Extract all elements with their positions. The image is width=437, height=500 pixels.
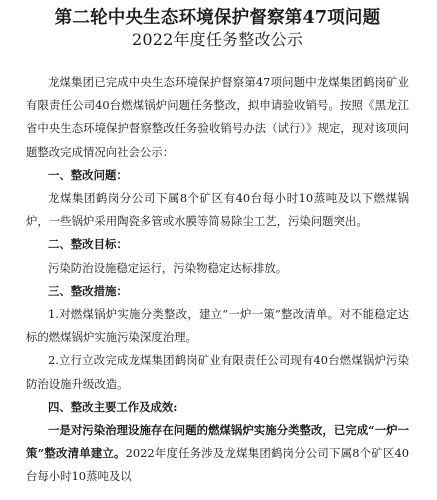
- problem-paragraph: 龙煤集团鹤岗分公司下属8个矿区有40台每小时10蒸吨及以下燃煤锅炉，一些锅炉采用陶瓷多管或水膜等简易除尘工艺，污染问题突出。: [26, 191, 409, 229]
- measure-item-2: 2.立行立改完成龙煤集团鹤岗矿业有限责任公司现有40台燃煤锅炉污染防治设施升级改造。: [26, 353, 409, 391]
- measure-item-1: 1.对燃煤锅炉实施分类整改，建立“一炉一策”整改清单。对不能稳定达标的燃煤锅炉实施污染深度治理。: [26, 307, 409, 345]
- results-bold-lead: 一是对污染治理设施存在问题的燃煤锅炉实施分类整改，已完成“一炉一策”整改清单建立。: [26, 423, 409, 461]
- title-line-1: 第二轮中央生态环境保护督察第47项问题: [54, 8, 381, 28]
- intro-paragraph: 龙煤集团已完成中央生态环境保护督察第47项问题中龙煤集团鹤岗矿业有限责任公司40台燃煤锅炉问题任务整改，拟申请验收销号。按照《黑龙江省中央生态环境保护督察整改任务验收销号办法（试行）》规定，现对该项问题整改完成情况向社会公示：: [26, 75, 409, 159]
- goal-paragraph: 污染防治设施稳定运行，污染物稳定达标排放。: [48, 260, 288, 275]
- results-continuation: 2022年度任务涉及龙煤集团鹤岗分公司下属8个矿区40台每小时10蒸吨及以: [26, 446, 410, 484]
- section-heading-results: 四、整改主要工作及成效:: [48, 399, 178, 414]
- section-heading-measures: 三、整改措施：: [48, 283, 128, 298]
- notice-title: [26, 0, 409, 51]
- title-line-2: 2022年度任务整改公示: [131, 30, 304, 49]
- section-heading-goal: 二、整改目标：: [48, 237, 128, 252]
- results-paragraph: [26, 419, 409, 489]
- section-heading-problem: 一、整改问题：: [48, 167, 128, 182]
